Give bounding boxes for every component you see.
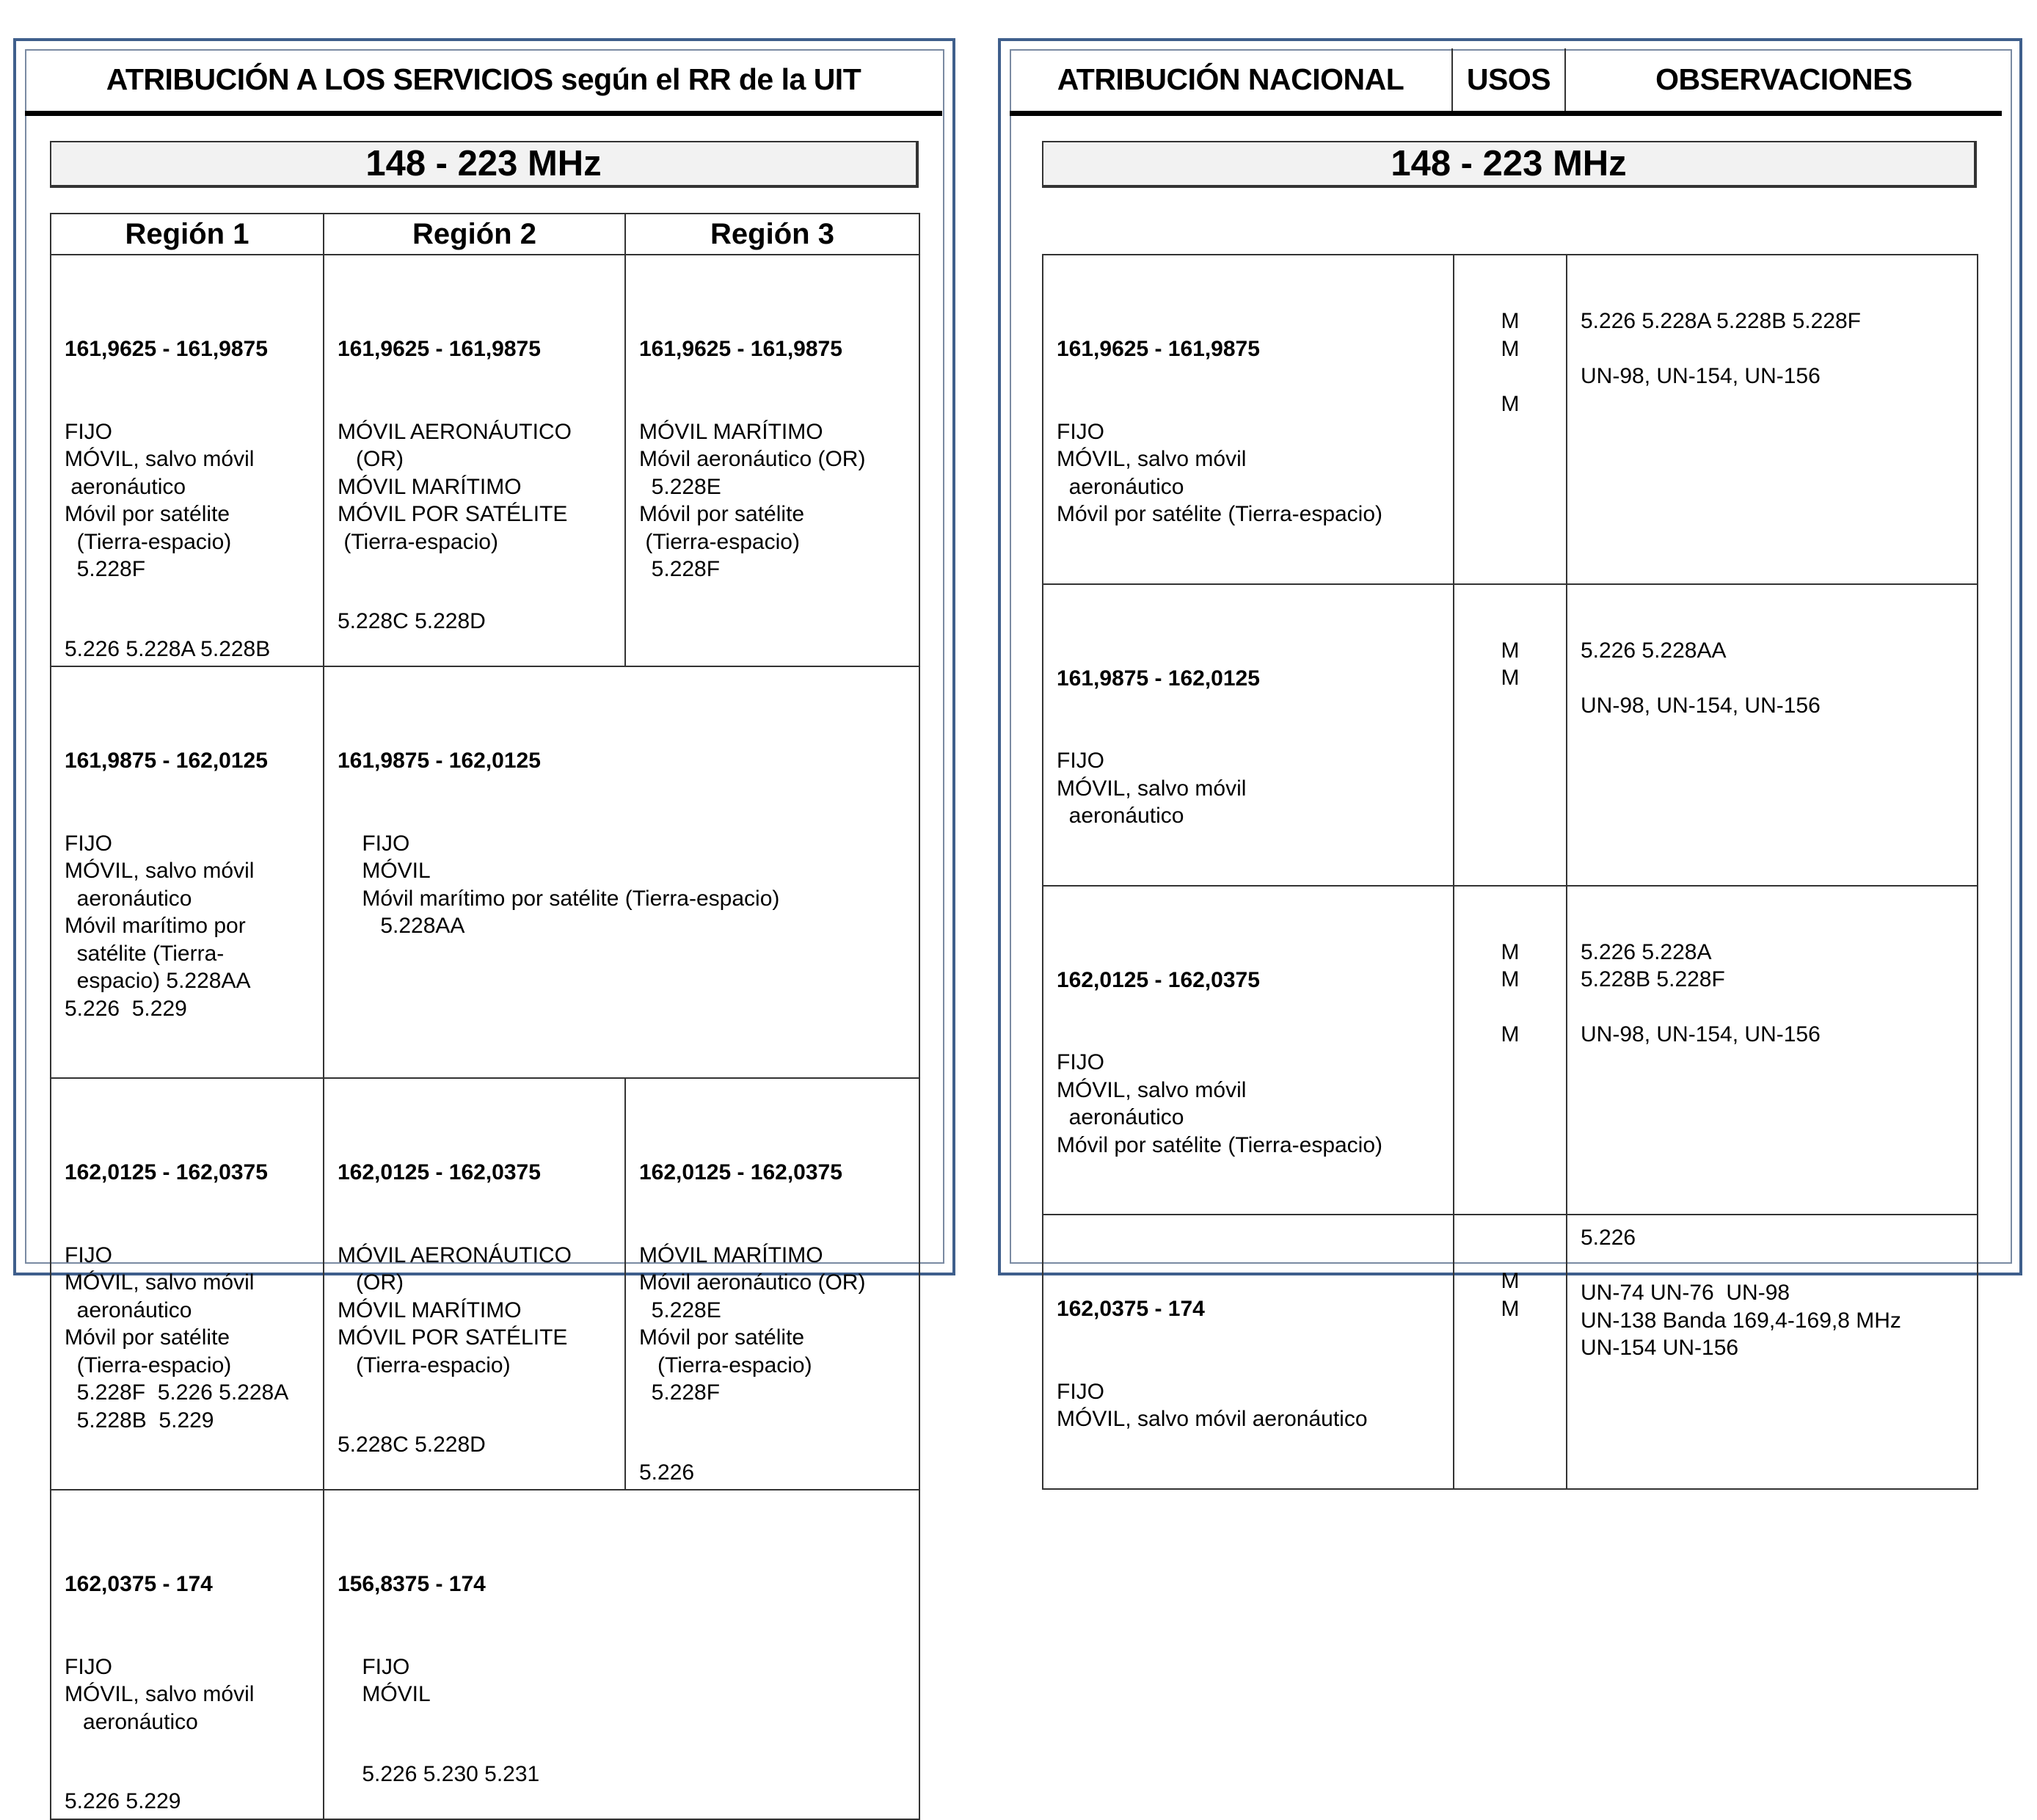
service-list: FIJO MÓVIL Móvil marítimo por satélite (Tierra-espacio) 5.228AA: [362, 831, 780, 938]
frequency-range: 161,9625 - 161,9875: [1057, 337, 1260, 361]
footnote-refs: 5.226 5.230 5.231: [338, 1761, 540, 1786]
footnote-refs: 5.226 5.228A 5.228B: [65, 636, 271, 661]
table-cell: [1454, 886, 1567, 1215]
service-list: FIJO MÓVIL, salvo móvil aeronáutico: [65, 1654, 255, 1734]
frequency-range: 162,0125 - 162,0375: [65, 1160, 268, 1184]
frequency-range: 162,0375 - 174: [65, 1572, 213, 1596]
right-header: [1010, 48, 2002, 116]
service-list: FIJO MÓVIL, salvo móvil aeronáutico: [1057, 749, 1247, 828]
left-title: ATRIBUCIÓN A LOS SERVICIOS según el RR de la UIT: [106, 62, 861, 96]
table-cell: [1043, 886, 1454, 1215]
frequency-range: 161,9625 - 161,9875: [338, 337, 541, 361]
service-list: MÓVIL AERONÁUTICO (OR) MÓVIL MARÍTIMO MÓVIL POR SATÉLITE (Tierra-espacio): [338, 1242, 572, 1377]
frequency-range: 161,9875 - 162,0125: [65, 749, 268, 773]
usos-values: M M: [1501, 638, 1520, 690]
itu-allocation-table: [50, 213, 920, 1820]
usos-values: M M M: [1501, 309, 1520, 416]
table-cell: [1043, 255, 1454, 584]
service-list: FIJO MÓVIL, salvo móvil aeronáutico: [1057, 1379, 1368, 1431]
service-list: FIJO MÓVIL, salvo móvil aeronáutico Móvil marítimo por satélite (Tierra- espacio) 5.228AA 5.226 5.229: [65, 831, 255, 1021]
table-cell: [1043, 584, 1454, 886]
table-cell: [1567, 886, 1978, 1215]
service-list: FIJO MÓVIL, salvo móvil aeronáutico Móvil por satélite (Tierra-espacio): [1057, 419, 1383, 526]
observations: 5.226 UN-74 UN-76 UN-98 UN-138 Banda 169,4-169,8 MHz UN-154 UN-156: [1581, 1226, 1901, 1360]
frequency-range: 161,9875 - 162,0125: [338, 749, 541, 773]
frequency-range: 161,9625 - 161,9875: [639, 337, 842, 361]
table-cell: [51, 1490, 324, 1819]
frequency-range: 162,0125 - 162,0375: [338, 1160, 541, 1184]
table-cell: [1454, 255, 1567, 584]
table-cell: [625, 1078, 919, 1490]
region-1-header: Región 1: [51, 214, 324, 255]
frequency-range: 161,9875 - 162,0125: [1057, 666, 1260, 691]
table-cell: [324, 666, 919, 1078]
table-cell: [324, 255, 625, 666]
header-usos: USOS: [1453, 48, 1566, 111]
table-cell: [1567, 584, 1978, 886]
frequency-range: 156,8375 - 174: [338, 1572, 486, 1596]
table-cell: [1454, 1215, 1567, 1489]
table-cell: [1567, 255, 1978, 584]
region-2-header: Región 2: [324, 214, 625, 255]
table-cell: [1454, 584, 1567, 886]
table-cell: [51, 255, 324, 666]
service-list: FIJO MÓVIL, salvo móvil aeronáutico Móvil por satélite (Tierra-espacio) 5.228F: [65, 419, 255, 581]
left-band-title: 148 - 223 MHz: [50, 141, 919, 188]
left-header: [25, 48, 942, 116]
service-list: FIJO MÓVIL, salvo móvil aeronáutico Móvil por satélite (Tierra-espacio): [1057, 1050, 1383, 1157]
table-cell: [324, 1078, 625, 1490]
observations: 5.226 5.228A 5.228B 5.228F UN-98, UN-154, UN-156: [1581, 939, 1821, 1046]
table-cell: [1567, 1215, 1978, 1489]
national-allocation-table: [1042, 254, 1978, 1490]
observations: 5.226 5.228AA UN-98, UN-154, UN-156: [1581, 638, 1821, 718]
service-list: MÓVIL AERONÁUTICO (OR) MÓVIL MARÍTIMO MÓVIL POR SATÉLITE (Tierra-espacio): [338, 419, 572, 554]
table-cell: [1043, 1215, 1454, 1489]
footnote-refs: 5.226 5.229: [65, 1789, 181, 1813]
service-list: FIJO MÓVIL: [362, 1654, 431, 1706]
table-cell: [324, 1490, 919, 1819]
usos-values: M M: [1501, 1269, 1520, 1321]
table-cell: [51, 1078, 324, 1490]
header-national: ATRIBUCIÓN NACIONAL: [1010, 48, 1453, 111]
service-list: MÓVIL MARÍTIMO Móvil aeronáutico (OR) 5.228E Móvil por satélite (Tierra-espacio) 5.228F: [639, 1242, 866, 1405]
right-band-title: 148 - 223 MHz: [1042, 141, 1977, 188]
region-3-header: Región 3: [625, 214, 919, 255]
frequency-range: 162,0125 - 162,0375: [1057, 967, 1260, 992]
service-list: MÓVIL MARÍTIMO Móvil aeronáutico (OR) 5.228E Móvil por satélite (Tierra-espacio) 5.228F: [639, 419, 866, 581]
table-cell: [51, 666, 324, 1078]
frequency-range: 161,9625 - 161,9875: [65, 337, 268, 361]
usos-values: M M M: [1501, 939, 1520, 1046]
observations: 5.226 5.228A 5.228B 5.228F UN-98, UN-154, UN-156: [1581, 309, 1861, 388]
header-observaciones: OBSERVACIONES: [1655, 62, 1912, 96]
service-list: FIJO MÓVIL, salvo móvil aeronáutico Móvil por satélite (Tierra-espacio) 5.228F 5.226 5.228A 5.228B 5.229: [65, 1242, 289, 1433]
table-cell: [625, 255, 919, 666]
frequency-range: 162,0125 - 162,0375: [639, 1160, 842, 1184]
footnote-refs: 5.228C 5.228D: [338, 1433, 486, 1457]
frequency-range: 162,0375 - 174: [1057, 1297, 1205, 1321]
footnote-refs: 5.228C 5.228D: [338, 609, 486, 633]
footnote-refs: 5.226: [639, 1460, 695, 1485]
